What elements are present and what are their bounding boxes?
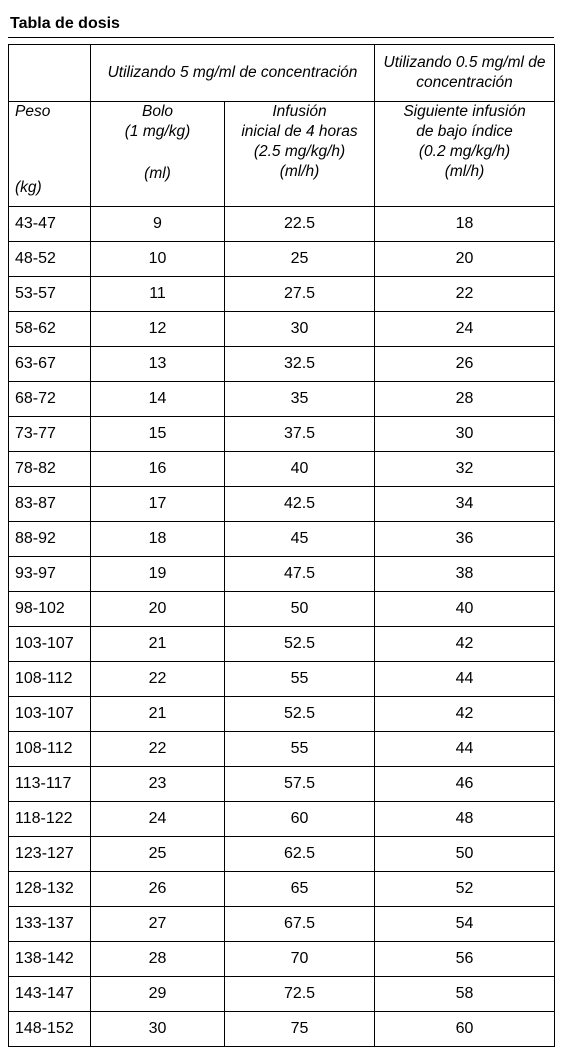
low-rate-cell: 56 bbox=[375, 942, 555, 977]
low-rate-cell: 22 bbox=[375, 277, 555, 312]
bolus-cell: 21 bbox=[91, 627, 225, 662]
infusion-cell: 52.5 bbox=[225, 697, 375, 732]
low-rate-cell: 24 bbox=[375, 312, 555, 347]
infusion-cell: 57.5 bbox=[225, 767, 375, 802]
bolus-cell: 12 bbox=[91, 312, 225, 347]
low-rate-cell: 50 bbox=[375, 837, 555, 872]
low-rate-cell: 32 bbox=[375, 452, 555, 487]
table-row bbox=[9, 347, 555, 382]
infusion-cell: 70 bbox=[225, 942, 375, 977]
low-rate-cell: 42 bbox=[375, 697, 555, 732]
infusion-cell: 25 bbox=[225, 242, 375, 277]
weight-cell: 108-112 bbox=[9, 662, 91, 697]
weight-unit: (kg) bbox=[15, 179, 42, 196]
bolus-cell: 24 bbox=[91, 802, 225, 837]
header-bolus bbox=[91, 102, 225, 207]
low-rate-cell: 58 bbox=[375, 977, 555, 1012]
table-row bbox=[9, 382, 555, 417]
bolus-cell: 18 bbox=[91, 522, 225, 557]
table-row bbox=[9, 487, 555, 522]
header-empty-cell bbox=[9, 45, 91, 102]
infusion-unit: (ml/h) bbox=[279, 163, 320, 180]
infusion-cell: 55 bbox=[225, 732, 375, 767]
weight-cell: 53-57 bbox=[9, 277, 91, 312]
header-low-rate bbox=[375, 102, 555, 207]
bolus-cell: 17 bbox=[91, 487, 225, 522]
table-row bbox=[9, 837, 555, 872]
table-row bbox=[9, 872, 555, 907]
low-rate-cell: 20 bbox=[375, 242, 555, 277]
low-rate-cell: 30 bbox=[375, 417, 555, 452]
low-dose: (0.2 mg/kg/h) bbox=[418, 143, 511, 160]
bolus-cell: 10 bbox=[91, 242, 225, 277]
table-row bbox=[9, 942, 555, 977]
table-row bbox=[9, 627, 555, 662]
infusion-cell: 55 bbox=[225, 662, 375, 697]
bolus-cell: 22 bbox=[91, 732, 225, 767]
low-rate-cell: 40 bbox=[375, 592, 555, 627]
table-row bbox=[9, 592, 555, 627]
weight-cell: 118-122 bbox=[9, 802, 91, 837]
infusion-cell: 45 bbox=[225, 522, 375, 557]
table-row bbox=[9, 242, 555, 277]
table-row bbox=[9, 452, 555, 487]
low-rate-cell: 38 bbox=[375, 557, 555, 592]
bolus-unit: (ml) bbox=[144, 165, 171, 182]
weight-cell: 133-137 bbox=[9, 907, 91, 942]
weight-cell: 148-152 bbox=[9, 1012, 91, 1047]
bolus-cell: 11 bbox=[91, 277, 225, 312]
weight-cell: 88-92 bbox=[9, 522, 91, 557]
weight-cell: 73-77 bbox=[9, 417, 91, 452]
weight-cell: 103-107 bbox=[9, 697, 91, 732]
infusion-cell: 35 bbox=[225, 382, 375, 417]
low-rate-cell: 26 bbox=[375, 347, 555, 382]
table-row bbox=[9, 522, 555, 557]
low-rate-cell: 44 bbox=[375, 662, 555, 697]
infusion-desc: inicial de 4 horas bbox=[241, 123, 358, 140]
low-rate-cell: 18 bbox=[375, 207, 555, 242]
infusion-dose: (2.5 mg/kg/h) bbox=[253, 143, 346, 160]
dose-table-body bbox=[9, 207, 555, 1047]
low-rate-cell: 48 bbox=[375, 802, 555, 837]
infusion-cell: 27.5 bbox=[225, 277, 375, 312]
infusion-label: Infusión bbox=[272, 103, 327, 120]
header-infusion bbox=[225, 102, 375, 207]
weight-cell: 43-47 bbox=[9, 207, 91, 242]
weight-cell: 108-112 bbox=[9, 732, 91, 767]
bolus-dose: (1 mg/kg) bbox=[124, 123, 191, 140]
infusion-cell: 30 bbox=[225, 312, 375, 347]
table-row bbox=[9, 207, 555, 242]
header-group-5mg: Utilizando 5 mg/ml de concentración bbox=[91, 45, 375, 102]
infusion-cell: 72.5 bbox=[225, 977, 375, 1012]
low-rate-cell: 46 bbox=[375, 767, 555, 802]
bolus-cell: 25 bbox=[91, 837, 225, 872]
table-row bbox=[9, 417, 555, 452]
infusion-cell: 67.5 bbox=[225, 907, 375, 942]
infusion-cell: 65 bbox=[225, 872, 375, 907]
infusion-cell: 40 bbox=[225, 452, 375, 487]
table-row bbox=[9, 977, 555, 1012]
weight-cell: 98-102 bbox=[9, 592, 91, 627]
bolus-cell: 26 bbox=[91, 872, 225, 907]
bolus-cell: 15 bbox=[91, 417, 225, 452]
low-rate-cell: 54 bbox=[375, 907, 555, 942]
bolus-cell: 28 bbox=[91, 942, 225, 977]
bolus-cell: 13 bbox=[91, 347, 225, 382]
infusion-cell: 22.5 bbox=[225, 207, 375, 242]
dose-table bbox=[8, 44, 555, 1047]
table-row bbox=[9, 767, 555, 802]
infusion-cell: 47.5 bbox=[225, 557, 375, 592]
bolus-cell: 14 bbox=[91, 382, 225, 417]
bolus-label: Bolo bbox=[141, 103, 174, 120]
infusion-cell: 75 bbox=[225, 1012, 375, 1047]
low-desc: de bajo índice bbox=[416, 123, 513, 140]
infusion-cell: 32.5 bbox=[225, 347, 375, 382]
low-rate-cell: 36 bbox=[375, 522, 555, 557]
low-rate-cell: 34 bbox=[375, 487, 555, 522]
low-rate-cell: 42 bbox=[375, 627, 555, 662]
weight-cell: 113-117 bbox=[9, 767, 91, 802]
low-rate-cell: 52 bbox=[375, 872, 555, 907]
bolus-cell: 9 bbox=[91, 207, 225, 242]
header-group-row bbox=[9, 45, 555, 102]
infusion-cell: 42.5 bbox=[225, 487, 375, 522]
infusion-cell: 52.5 bbox=[225, 627, 375, 662]
bolus-cell: 23 bbox=[91, 767, 225, 802]
bolus-cell: 19 bbox=[91, 557, 225, 592]
low-unit: (ml/h) bbox=[444, 163, 485, 180]
weight-cell: 63-67 bbox=[9, 347, 91, 382]
infusion-cell: 60 bbox=[225, 802, 375, 837]
infusion-cell: 62.5 bbox=[225, 837, 375, 872]
bolus-cell: 20 bbox=[91, 592, 225, 627]
page-title: Tabla de dosis bbox=[10, 15, 120, 32]
table-row bbox=[9, 662, 555, 697]
bolus-cell: 27 bbox=[91, 907, 225, 942]
low-rate-cell: 60 bbox=[375, 1012, 555, 1047]
low-label: Siguiente infusión bbox=[403, 103, 526, 120]
weight-cell: 93-97 bbox=[9, 557, 91, 592]
weight-cell: 78-82 bbox=[9, 452, 91, 487]
table-row bbox=[9, 802, 555, 837]
weight-cell: 123-127 bbox=[9, 837, 91, 872]
bolus-cell: 30 bbox=[91, 1012, 225, 1047]
table-row bbox=[9, 697, 555, 732]
table-row bbox=[9, 312, 555, 347]
weight-cell: 143-147 bbox=[9, 977, 91, 1012]
bolus-cell: 21 bbox=[91, 697, 225, 732]
weight-cell: 103-107 bbox=[9, 627, 91, 662]
bolus-cell: 29 bbox=[91, 977, 225, 1012]
weight-cell: 48-52 bbox=[9, 242, 91, 277]
bolus-cell: 22 bbox=[91, 662, 225, 697]
table-row bbox=[9, 1012, 555, 1047]
title-divider bbox=[8, 37, 554, 38]
low-rate-cell: 44 bbox=[375, 732, 555, 767]
bolus-cell: 16 bbox=[91, 452, 225, 487]
table-row bbox=[9, 557, 555, 592]
weight-cell: 83-87 bbox=[9, 487, 91, 522]
header-column-row bbox=[9, 102, 555, 207]
low-rate-cell: 28 bbox=[375, 382, 555, 417]
weight-label: Peso bbox=[15, 103, 51, 120]
weight-cell: 138-142 bbox=[9, 942, 91, 977]
weight-cell: 128-132 bbox=[9, 872, 91, 907]
table-row bbox=[9, 277, 555, 312]
weight-cell: 68-72 bbox=[9, 382, 91, 417]
table-row bbox=[9, 907, 555, 942]
infusion-cell: 50 bbox=[225, 592, 375, 627]
header-weight bbox=[9, 102, 91, 207]
weight-cell: 58-62 bbox=[9, 312, 91, 347]
table-row bbox=[9, 732, 555, 767]
infusion-cell: 37.5 bbox=[225, 417, 375, 452]
header-group-05mg: Utilizando 0.5 mg/ml de concentración bbox=[375, 45, 555, 102]
